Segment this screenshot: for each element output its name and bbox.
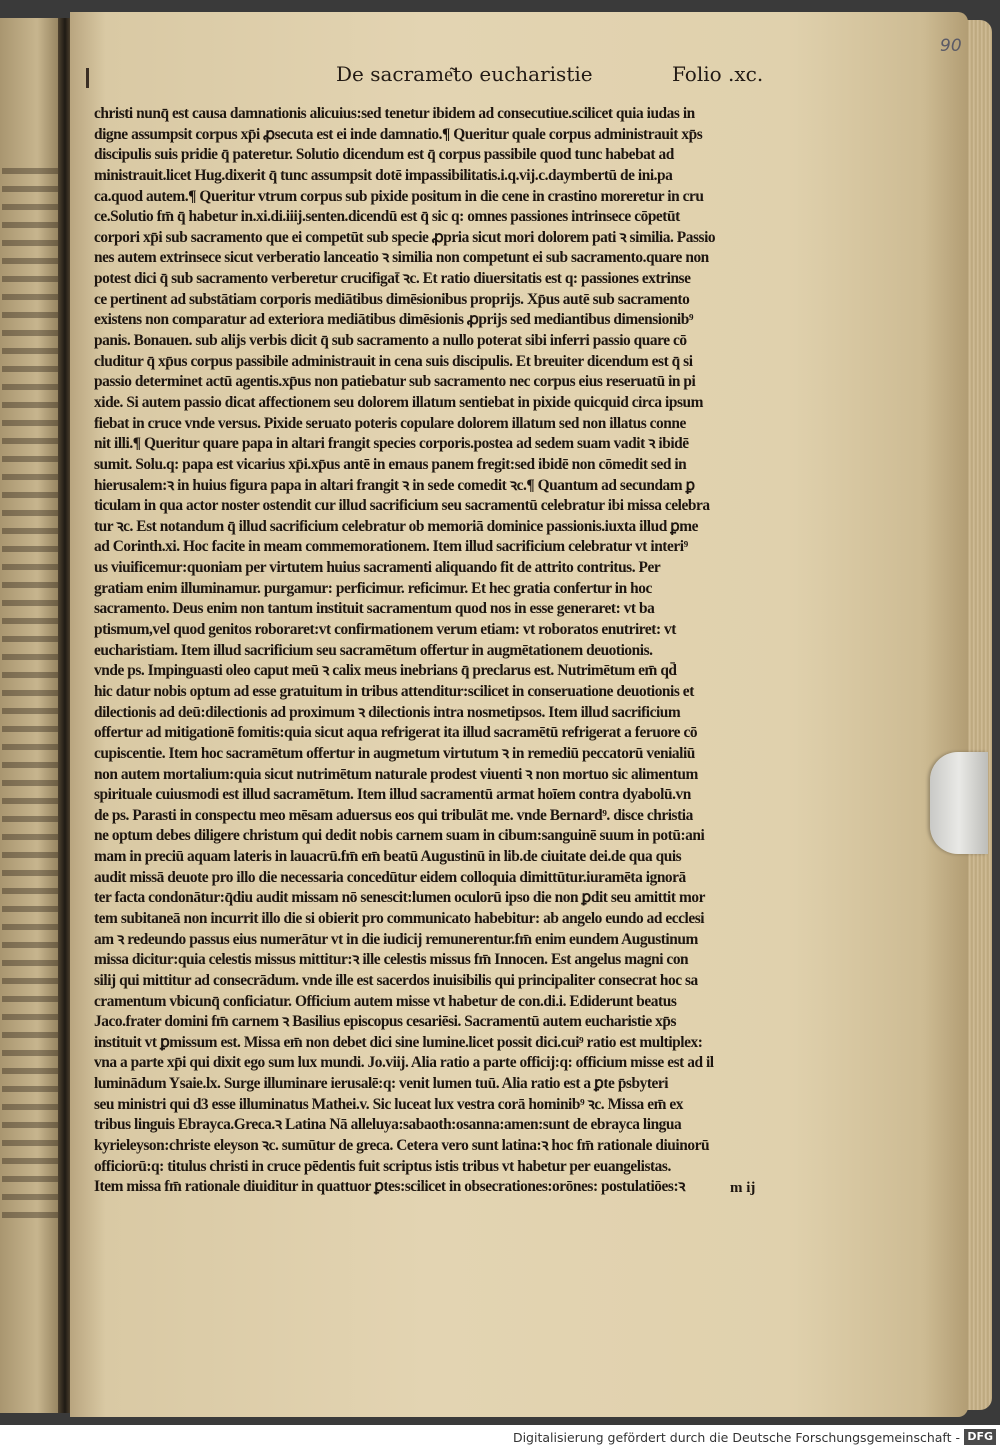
text-line: ptismum,vel quod genitos roboraret:vt confirmationem verum etiam: vt roboratos enutriret: vt (94, 621, 676, 639)
text-line: ad Corinth.xi. Hoc facite in meam commemorationem. Item illud sacrificium celebratur vt interi⁹ (94, 538, 688, 556)
text-line: discipulis suis pridie q̄ pateretur. Solutio dicendum est q̄ corpus passibile quod tunc habebat ad (94, 146, 674, 164)
signature-mark: m ij (730, 1180, 756, 1196)
text-line: mam in preciū aquam lateris in lauacrū.fm̄ em̄ beatū Augustinū in lib.de ciuitate dei.de qua quis (94, 848, 682, 866)
text-line: fiebat in cruce vnde versus. Pixide seruato poteris copulare dolorem illatum sed non illatus conne (94, 414, 686, 432)
text-line: cluditur q̄ xp̄us corpus passibile administrauit in cena suis discipulis. Et breuiter dicendum est q̄ si (94, 352, 693, 370)
text-line: de ps. Parasti in conspectu meo mēsam aduersus eos qui tribulāt me. vnde Bernard⁹. disce christia (94, 806, 693, 824)
text-line: sumit. Solu.q: papa est vicarius xp̄i.xp̄us antē in emaus panem fregit:sed ibidē non cōmedit sed in (94, 455, 687, 473)
text-line: dilectionis ad deū:dilectionis ad proximum ꝛ dilectionis intra nosmetipsos. Item illud sacrificium (94, 703, 681, 721)
text-line: nes autem extrinsece sicut verberatio lanceatio ꝛ similia non competunt ei sub sacramento.quare non (94, 249, 709, 267)
footer-bar (0, 1425, 1000, 1451)
text-line: xide. Si autem passio dicat affectionem seu dolorem illatum sentiebat in pixide quicquid circa ipsum (94, 393, 703, 411)
text-line: existens non comparatur ad exteriora mediātibus dimēsionis ꝓprijs sed mediantibus dimensionib⁹ (94, 311, 694, 329)
text-line: corpori xp̄i sub sacramento que ei competūt sub specie ꝓpria sicut mori dolorem pati ꝛ similia. Passio (94, 228, 716, 246)
text-line: ce pertinent ad substātiam corporis mediātibus dimēsionibus proprijs. Xp̄us autē sub sacramento (94, 290, 690, 308)
text-line: ca.quod autem.¶ Queritur vtrum corpus sub pixide positum in die cene in crastino moreretur in cru (94, 187, 704, 205)
running-head: De sacrame͂to eucharistie (336, 62, 593, 86)
text-line: non autem mortalium:quia sicut nutrimētum naturale prodest viuenti ꝛ non mortuo sic alimentum (94, 765, 698, 783)
text-line: nit illi.¶ Queritur quare papa in altari frangit species corporis.postea ad sedem suam vadit ꝛ ibidē (94, 435, 689, 453)
metal-page-clip (930, 752, 988, 854)
text-line: tem subitaneā non incurrit illo die si obierit pro communicato habebitur: ab angelo eundo ad ecclesi (94, 909, 705, 927)
text-line: ministrauit.licet Hug.dixerit q̄ tunc assumpsit dotē impassibilitatis.i.q.vij.c.daymbertū de ini.pa (94, 166, 673, 184)
text-line: christi nunq̄ est causa damnationis alicuius:sed tenetur ibidem ad consecutiue.scilicet quia iudas in (94, 105, 695, 122)
text-line: Jaco.frater domini fm̄ carnem ꝛ Basilius episcopus cesariēsi. Sacramentū autem eucharistie xp̄s (94, 1013, 677, 1031)
dfg-credit-text: Digitalisierung gefördert durch die Deutsche Forschungsgemeinschaft - (512, 1430, 960, 1445)
text-line: potest dici q̄ sub sacramento verberetur crucifigat̄ ꝛc. Et ratio diuersitatis est q: passiones extrinse (94, 270, 691, 288)
text-line: luminādum Ysaie.lx. Surge illuminare ierusalē:q: venit lumen tuū. Alia ratio est a ꝑte p̄sbyteri (94, 1075, 669, 1093)
text-line: hic datur nobis optum ad esse gratuitum in tribus attenditur:scilicet in conseruatione deuotionis et (94, 682, 694, 700)
text-line: missa dicitur:quia celestis missus mittitur:ꝛ ille celestis missus fm̄ Innocen. Est angelus magni con (94, 951, 689, 969)
text-line: offertur ad mitigationē fomitis:quia sicut aqua refrigerat ita illud sacramētū refrigerat a feruore cō (94, 724, 698, 742)
text-line: spirituale cuiusmodi est illud sacramētum. Item illud sacramentū armat hoīem contra dyabolū.vn (94, 786, 691, 804)
text-line: audit missā deuote pro illo die necessaria concedūtur eidem colloquia dimittūtur.iuramēta ignorā (94, 868, 686, 886)
text-line: instituit vt ꝑmissum est. Missa em̄ non debet dici sine lumine.licet possit dici.cui⁹ ratio est multiplex: (94, 1033, 703, 1051)
text-line: ne optum debes diligere christum qui dedit nobis carnem suam in cibum:sanguinē suum in potū:ani (94, 827, 705, 845)
text-line: am ꝛ redeundo passus eius numerātur vt in die iudicij remunerentur.fm̄ enim eundem Augustinum (94, 930, 698, 948)
dfg-logo: DFG (964, 1429, 996, 1445)
text-line: digne assumpsit corpus xp̄i ꝓsecuta est ei inde damnatio.¶ Queritur quale corpus administrauit xp̄s (94, 125, 703, 143)
text-line: seu ministri qui d3 esse illuminatus Mathei.v. Sic luceat lux vestra corā hominib⁹ ꝛc. Missa em̄ ex (94, 1095, 683, 1113)
body-text-block (94, 104, 810, 1196)
text-line: tribus linguis Ebrayca.Greca.ꝛ Latina Nā alleluya:sabaoth:osanna:amen:sunt de ebrayca lingua (94, 1116, 682, 1134)
text-line: hierusalem:ꝛ in huius figura papa in altari frangit ꝛ in sede comedit ꝛc.¶ Quantum ad secundam ꝑ (94, 476, 695, 494)
text-line: cramentum vbicunq̄ conficiatur. Officium autem misse vt habetur de con.di.i. Ediderunt beatus (94, 992, 677, 1010)
pencil-folio-number: 90 (940, 36, 962, 56)
folio-number: Folio .xc. (672, 62, 764, 86)
text-line: Item missa fm̄ rationale diuiditur in quattuor ꝑtes:scilicet in obsecrationes:orōnes: postulatiōes:ꝛ (94, 1178, 685, 1196)
text-line: ter facta condonātur:q̄diu audit missam nō senescit:lumen oculorū ipso die non ꝑdit seu amittit mor (94, 889, 705, 907)
text-line: panis. Bonauen. sub alijs verbis dicit q̄ sub sacramento a nullo poterat sibi inferri passio quare cō (94, 332, 687, 350)
text-line: silij qui mittitur ad consecrādum. vnde ille est sacerdos inuisibilis qui principaliter consecrat hoc sa (94, 971, 698, 989)
text-line: passio determinet actū agentis.xp̄us non patiebatur sub sacramento nec corpus eius reseruatū in pi (94, 373, 696, 391)
left-facing-page-edge (0, 18, 62, 1413)
text-line: ticulam in qua actor noster ostendit cur illud sacrificium seu sacramentū celebratur ibi missa celebra (94, 497, 710, 515)
text-line: us viuificemur:quoniam per virtutem huius sacramenti aliquando fit de attrito contritus. Per (94, 559, 661, 577)
margin-mark (86, 68, 89, 88)
text-line: gratiam enim illuminamur. purgamur: perficimur. reficimur. Et hec gratia confertur in hoc (94, 579, 652, 597)
left-page-text-bleed (2, 168, 60, 1218)
text-line: officiorū:q: titulus christi in cruce pēdentis fuit scriptus istis tribus vt habetur per euangelistas. (94, 1157, 671, 1175)
text-line: cupiscentie. Item hoc sacramētum offertur in augmetum virtutum ꝛ in remediū peccatorū venialiū (94, 744, 695, 762)
text-line: sacramento. Deus enim non tantum instituit sacramentum quod nos in esse generaret: vt ba (94, 600, 655, 618)
text-line: tur ꝛc. Est notandum q̄ illud sacrificium celebratur ob memoriā dominice passionis.iuxta illud ꝑme (94, 517, 699, 535)
text-line: vnde ps. Impinguasti oleo caput meū ꝛ calix meus inebrians q̄ preclarus est. Nutrimētum em̄ qd̄ (94, 662, 677, 680)
text-line: kyrieleyson:christe eleyson ꝛc. sumūtur de greca. Cetera vero sunt latina:ꝛ hoc fm̄ rationale diuinorū (94, 1137, 710, 1155)
text-line: eucharistiam. Item illud sacrificium seu sacramētum offertur in augmētationem deuotionis. (94, 641, 653, 659)
text-line: ce.Solutio fm̄ q̄ habetur in.xi.di.iiij.senten.dicendū est q̄ sic q: omnes passiones intrinsece cōpetūt (94, 208, 680, 226)
text-line: vna a parte xp̄i qui dixit ego sum lux mundi. Jo.viij. Alia ratio a parte officij:q: officium misse est ad il (94, 1054, 714, 1072)
